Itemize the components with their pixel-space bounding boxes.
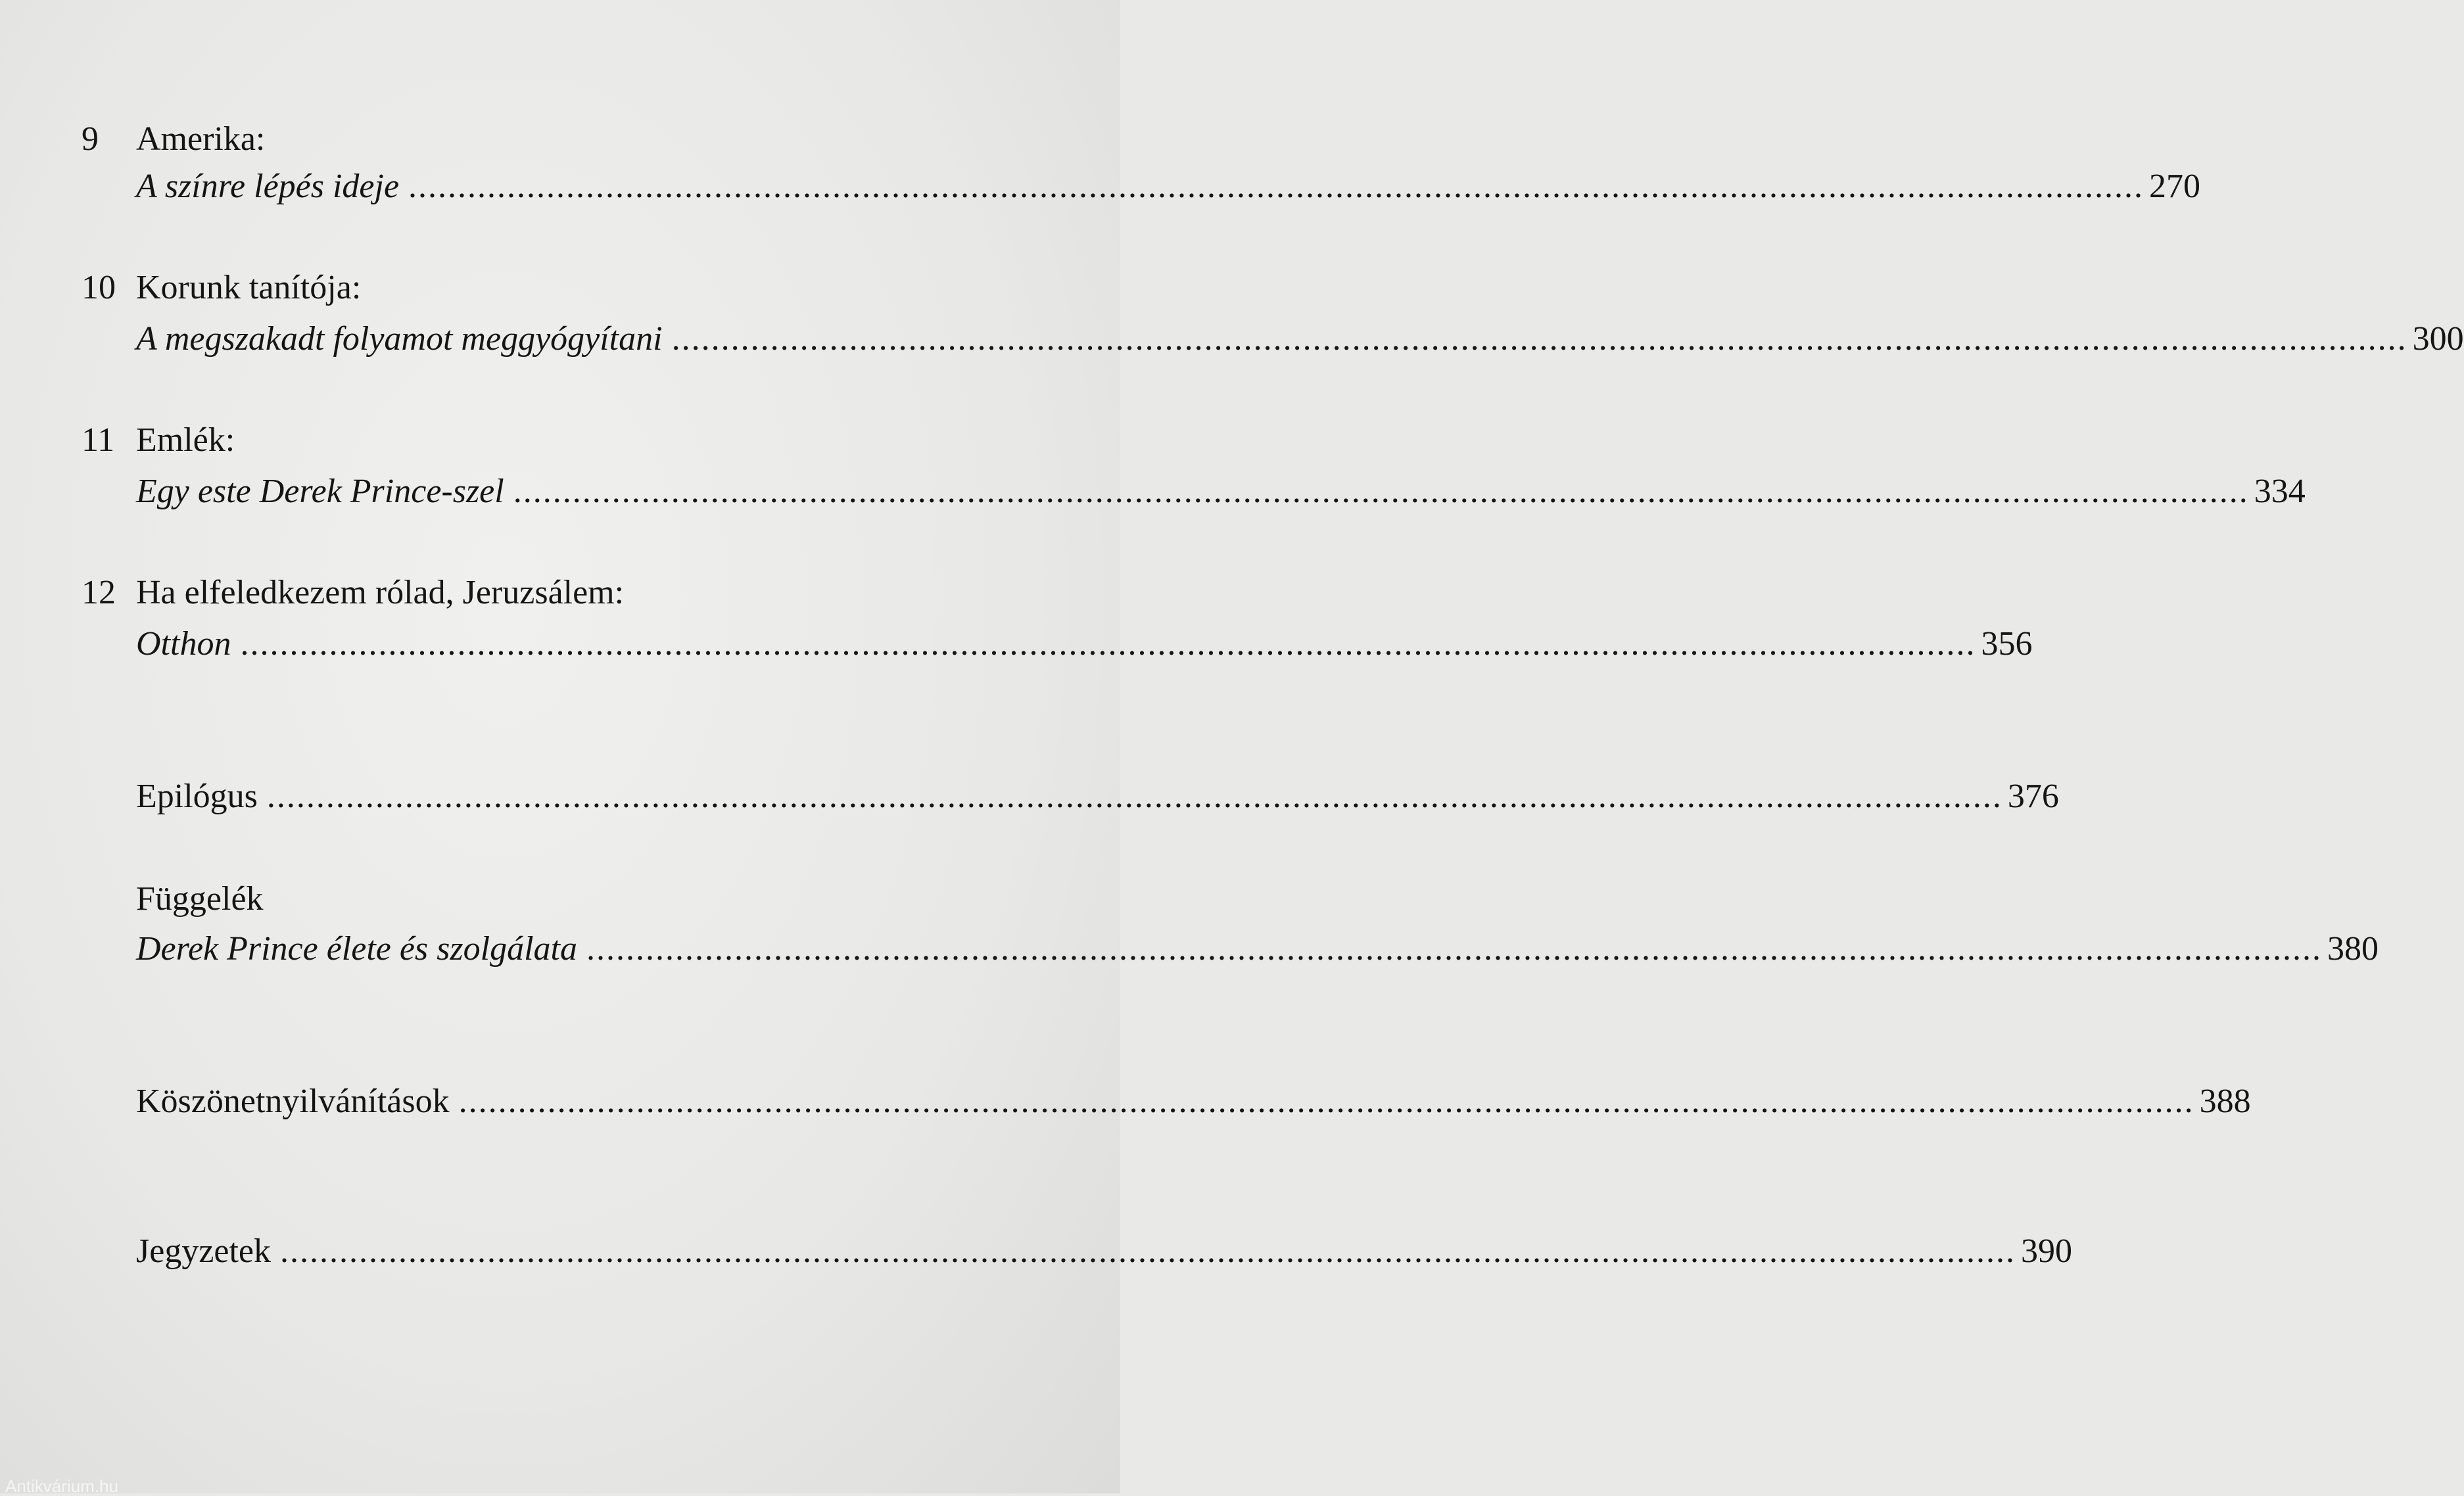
dot-leader: ................................................................................................................................................................................ xyxy=(458,1083,2194,1120)
dot-leader: ................................................................................................................................................................................ xyxy=(513,473,2249,510)
page-number: 300 xyxy=(2412,320,2464,358)
toc-line xyxy=(136,1232,2073,1271)
section-subtitle: Derek Prince élete és szolgálata xyxy=(136,930,577,968)
chapter-number: 11 xyxy=(82,421,115,459)
page-number: 270 xyxy=(2149,168,2201,205)
dot-leader: ................................................................................................................................................................................ xyxy=(280,1232,2016,1270)
page-number: 380 xyxy=(2327,930,2379,968)
page-number: 390 xyxy=(2021,1232,2073,1270)
page-number: 356 xyxy=(1981,625,2033,663)
toc-line xyxy=(136,929,2379,969)
toc-line xyxy=(136,472,2306,511)
chapter-heading: Ha elfeledkezem rólad, Jeruzsálem: xyxy=(136,574,625,611)
chapter-number: 10 xyxy=(82,269,116,306)
dot-leader: ................................................................................................................................................................................ xyxy=(408,168,2144,205)
chapter-heading: Korunk tanítója: xyxy=(136,269,362,306)
chapter-heading: Emlék: xyxy=(136,421,235,459)
toc-line xyxy=(136,777,2059,816)
page-number: 388 xyxy=(2199,1083,2251,1120)
chapter-heading: Amerika: xyxy=(136,120,266,158)
toc-line xyxy=(136,319,2464,359)
section-title: Jegyzetek xyxy=(136,1232,272,1270)
toc-line xyxy=(136,1082,2251,1121)
chapter-subtitle: A megszakadt folyamot meggyógyítani xyxy=(136,320,663,358)
chapter-subtitle: A színre lépés ideje xyxy=(136,168,400,205)
dot-leader: ................................................................................................................................................................................ xyxy=(671,320,2407,358)
watermark: Antikvárium.hu xyxy=(5,1476,118,1496)
chapter-number: 12 xyxy=(82,574,116,611)
dot-leader: ................................................................................................................................................................................ xyxy=(586,930,2322,968)
chapter-subtitle: Otthon xyxy=(136,625,231,663)
page-number: 334 xyxy=(2254,473,2306,510)
chapter-number: 9 xyxy=(82,120,99,158)
dot-leader: ................................................................................................................................................................................ xyxy=(240,625,1976,663)
toc-line xyxy=(136,624,2033,664)
section-title: Epilógus xyxy=(136,778,258,815)
chapter-subtitle: Egy este Derek Prince-szel xyxy=(136,473,504,510)
section-title: Köszönetnyilvánítások xyxy=(136,1083,450,1120)
toc-line xyxy=(136,167,2201,206)
section-heading: Függelék xyxy=(136,880,264,918)
page-number: 376 xyxy=(2007,778,2059,815)
dot-leader: ................................................................................................................................................................................ xyxy=(266,778,2002,815)
